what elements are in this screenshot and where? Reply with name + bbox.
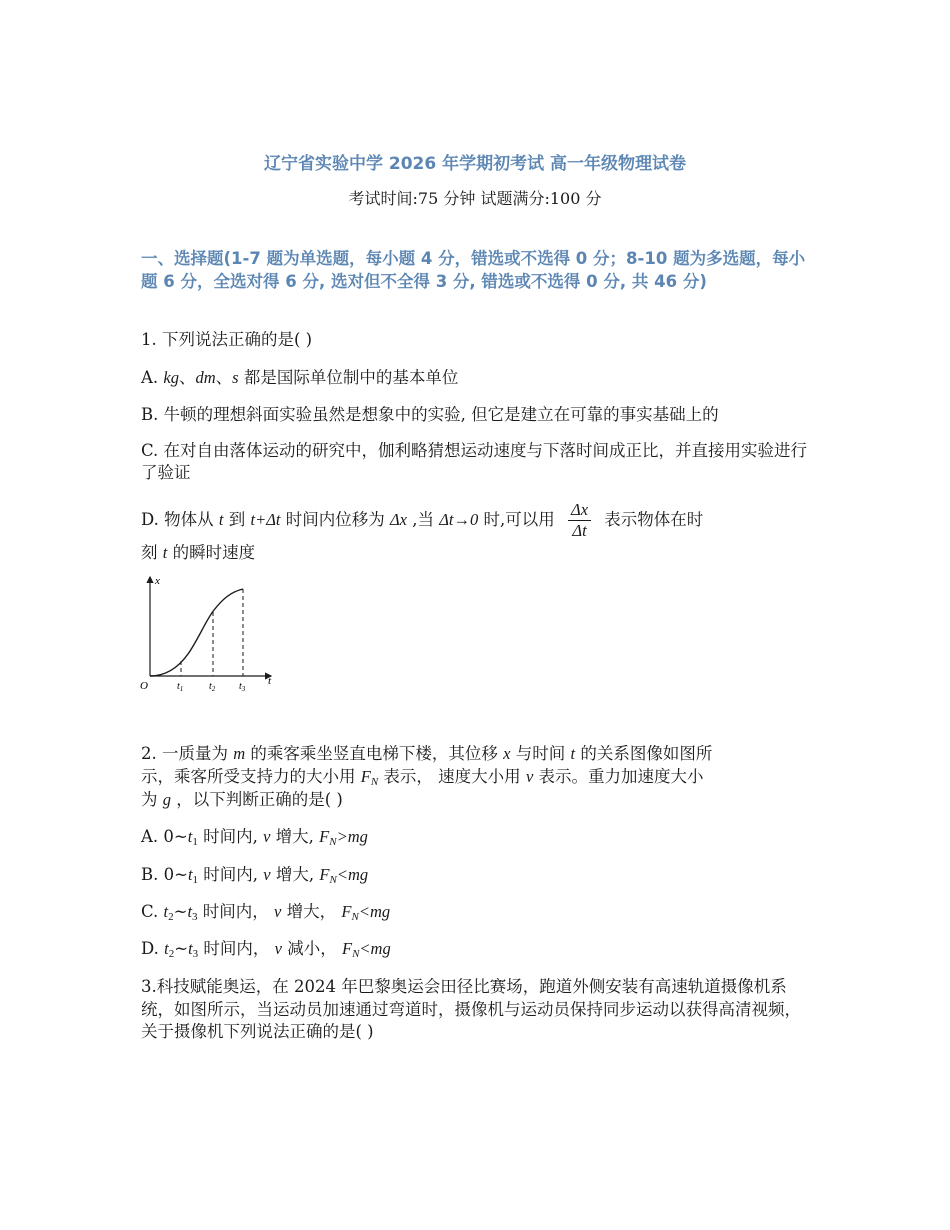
q1-option-a[interactable] — [141, 367, 458, 389]
graph-curve — [150, 589, 243, 676]
q1-d-lim: Δt→0 — [439, 510, 479, 529]
q2-s2-N: N — [370, 776, 379, 788]
q2-b-mid: 时间内, — [198, 865, 264, 884]
q2-d-v: v — [274, 939, 282, 958]
q2-s3-p1: 为 — [141, 790, 163, 809]
q2-d-F: F — [341, 939, 353, 958]
q1-a-text: 都是国际单位制中的基本单位 — [238, 368, 459, 387]
graph-y-label: x — [155, 575, 160, 587]
q2-a-N: N — [329, 836, 337, 848]
q2-s3-p2: ，以下判断正确的是( ) — [171, 790, 343, 809]
q2-d-t2: t — [164, 939, 169, 958]
q2-a-mid: 时间内, — [197, 827, 264, 846]
q1-d-p6: 表示物体在时 — [599, 510, 704, 529]
q2-s1-x: x — [503, 744, 511, 763]
q1-d-frac-num: Δx — [568, 500, 591, 521]
q2-b-N: N — [329, 874, 337, 886]
q1-option-d[interactable] — [141, 500, 703, 541]
q1-a-prefix: A. — [141, 368, 164, 387]
q2-a-t: t — [187, 827, 193, 846]
q2-s3-g: g — [162, 790, 171, 809]
q2-c-mid: 时间内， — [197, 902, 275, 921]
q2-c-t3: t — [187, 902, 193, 921]
q3-stem: 3.科技赋能奥运，在 2024 年巴黎奥运会田径比赛场，跑道外侧安装有高速轨道摄像机系统，如图所示，当运动员加速通过弯道时，摄像机与运动员保持同步运动以获得高清视频，关于摄像机下列说法正确的是( ) — [141, 977, 801, 1041]
q2-stem-line3 — [141, 789, 343, 811]
q2-c-prefix: C. — [141, 902, 164, 921]
q1-d-l2-p1: 刻 — [141, 543, 163, 562]
q2-option-d[interactable] — [141, 938, 391, 965]
q2-s1-p1: 2. 一质量为 — [141, 744, 234, 763]
q1-a-sep2: 、 — [215, 368, 233, 387]
q2-a-prefix: A. 0~ — [141, 827, 188, 846]
q2-option-c[interactable] — [141, 901, 390, 928]
q1-a-sep1: 、 — [178, 368, 196, 387]
q2-d-mid2: 减小， — [281, 939, 342, 958]
q2-b-t: t — [187, 865, 193, 884]
graph-t1-label: $t_1$ — [177, 681, 184, 692]
graph-x-label: t — [268, 675, 272, 687]
q2-s1-p4: 的关系图像如图所 — [575, 744, 713, 763]
q1-stem: 1. 下列说法正确的是( ) — [141, 330, 313, 349]
q2-a-F: F — [319, 827, 330, 846]
q1-d-frac-den: Δt — [572, 521, 587, 540]
x-t-graph — [138, 572, 278, 692]
q1-d-p3: 时间内位移为 — [280, 510, 390, 529]
q2-c-mid2: 增大， — [281, 902, 342, 921]
q1-d-t: t — [218, 510, 224, 529]
q2-a-v: v — [263, 827, 271, 846]
q1-d-p1: D. 物体从 — [141, 510, 219, 529]
q1-d-l2-p2: 的瞬时速度 — [167, 543, 256, 562]
q2-s1-p3: 与时间 — [510, 744, 571, 763]
q1-d-fraction — [568, 500, 591, 541]
q1-a-dm: dm — [195, 368, 216, 387]
graph-origin: O — [140, 680, 148, 692]
q1-d-dx: Δx — [389, 510, 407, 529]
q1-d-l2-t: t — [162, 543, 168, 562]
graph-t2-label: $t_2$ — [209, 681, 216, 692]
q2-d-t2-sub: 2 — [168, 948, 175, 960]
q2-s2-p2: 表示， 速度大小用 — [378, 767, 526, 786]
q2-c-tilde: ~ — [173, 902, 188, 921]
q1-option-d-line2 — [141, 542, 255, 564]
q2-c-F: F — [341, 902, 352, 921]
q2-c-N: N — [351, 911, 359, 923]
q2-d-mid: 时间内， — [198, 939, 275, 958]
graph-t3-label: $t_3$ — [239, 681, 246, 692]
q2-b-mid2: 增大, — [270, 865, 320, 884]
q2-stem-line1 — [141, 743, 712, 765]
q1-option-b[interactable]: B. 牛顿的理想斜面实验虽然是想象中的实验, 但它是建立在可靠的事实基础上的 — [141, 405, 719, 424]
q2-b-t-sub: 1 — [192, 874, 199, 886]
q2-b-v: v — [263, 865, 271, 884]
q2-c-v: v — [274, 902, 282, 921]
q1-a-kg: kg — [163, 368, 179, 387]
q1-option-c[interactable]: C. 在对自由落体运动的研究中，伽利略猜想运动速度与下落时间成正比，并直接用实验进行了验证 — [141, 441, 808, 482]
q2-a-t-sub: 1 — [192, 836, 198, 848]
q2-s1-m: m — [233, 744, 246, 763]
q1-d-p5: 时,可以用 — [478, 510, 561, 529]
q2-s2-F: F — [360, 767, 371, 786]
q2-s2-v: v — [525, 767, 534, 786]
q1-d-p2: 到 — [223, 510, 251, 529]
q2-a-mid2: 增大, — [270, 827, 320, 846]
q2-s1-t: t — [570, 744, 576, 763]
q2-c-t2: t — [163, 902, 169, 921]
q2-d-prefix: D. — [141, 939, 165, 958]
q2-s1-p2: 的乘客乘坐竖直电梯下楼，其位移 — [245, 744, 504, 763]
q2-a-rel: >mg — [336, 827, 368, 846]
q2-d-t3-sub: 3 — [192, 948, 199, 960]
q2-d-t3: t — [188, 939, 193, 958]
q1-d-p4: ,当 — [407, 510, 440, 529]
q2-d-tilde: ~ — [174, 939, 189, 958]
q2-s2-p3: 表示。重力加速度大小 — [533, 767, 704, 786]
q2-b-prefix: B. 0~ — [141, 865, 188, 884]
q1-d-tdt: t+Δt — [250, 510, 281, 529]
q2-d-N: N — [352, 948, 360, 960]
q2-b-F: F — [319, 865, 330, 884]
q2-s2-p1: 示，乘客所受支持力的大小用 — [141, 767, 361, 786]
q2-d-rel: <mg — [359, 939, 391, 958]
q2-c-t3-sub: 3 — [192, 911, 198, 923]
q2-c-t2-sub: 2 — [168, 911, 174, 923]
section-heading: 一、选择题(1-7 题为单选题，每小题 4 分，错选或不选得 0 分；8-10 题为多选题，每小题 6 分，全选对得 6 分, 选对但不全得 3 分, 错选或不选得 0 分, 共 46 分) — [141, 249, 806, 291]
q2-c-rel: <mg — [358, 902, 391, 921]
exam-title: 辽宁省实验中学 2026 年学期初考试 高一年级物理试卷 — [263, 154, 687, 174]
q2-option-a[interactable] — [141, 826, 368, 853]
q1-a-s: s — [232, 368, 239, 387]
q2-option-b[interactable] — [141, 864, 368, 891]
exam-subtitle: 考试时间:75 分钟 试题满分:100 分 — [348, 189, 602, 208]
q2-b-rel: <mg — [336, 865, 369, 884]
